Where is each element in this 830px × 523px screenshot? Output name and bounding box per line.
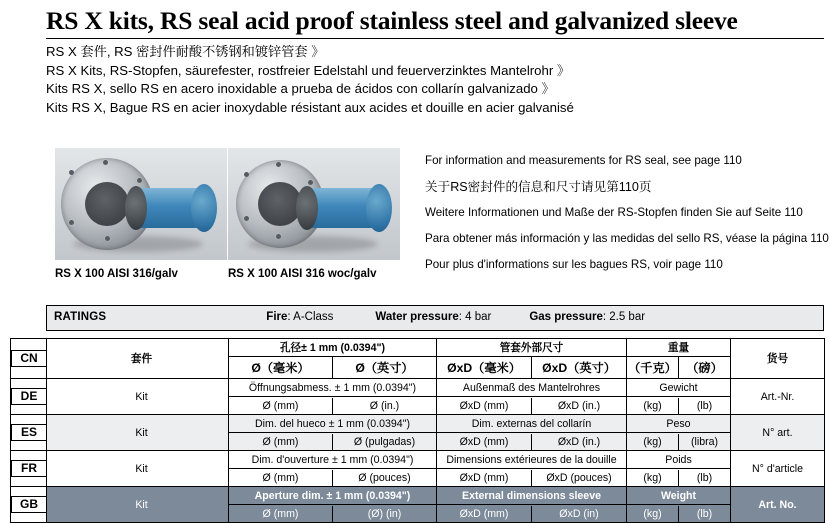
sleeve-in-gb: ØxD (in) [531, 506, 626, 522]
subtitle-de: RS X Kits, RS-Stopfen, säurefester, rostfreier Edelstahl und feuerverzinktes Mantelrohr 》 [46, 62, 571, 78]
weight-group-cn: 重量 [627, 339, 731, 357]
weight-units-de [627, 397, 731, 415]
sleeve-in-cn: ØxD（英寸） [531, 357, 626, 378]
article-no-es: N° art. [731, 415, 825, 451]
flag-label: ES [11, 424, 47, 441]
specification-table [10, 338, 824, 523]
water-pressure-value: 4 bar [465, 311, 492, 323]
aperture-units-de [229, 397, 437, 415]
ratings-content: RATINGS Fire: A-Class Water pressure: 4 bar Gas pressure: 2.5 bar [54, 311, 646, 323]
table-row [11, 451, 825, 469]
weight-group-gb: Weight [627, 487, 731, 505]
weight-group-de: Gewicht [627, 379, 731, 397]
article-no-de: Art.-Nr. [731, 379, 825, 415]
sleeve-end-cap [191, 184, 217, 232]
info-line-de: Weitere Informationen und Maße der RS-Stopfen finden Sie auf Seite 110 [425, 206, 803, 219]
product-photo-rsx100-woc-galv [228, 148, 400, 260]
subtitle-cn: RS X 套件, RS 密封件耐酸不锈钢和镀锌管套 》 [46, 44, 325, 59]
fire-value: A-Class [293, 311, 334, 323]
aperture-mm-cn: Ø（毫米） [251, 361, 310, 375]
aperture-in-gb: (Ø) (in) [332, 506, 436, 522]
weight-kg-de: (kg) [643, 399, 662, 412]
bolt [276, 162, 281, 167]
ratings-label: RATINGS [54, 311, 107, 323]
sleeve-group-de: Außenmaß des Mantelrohres [437, 379, 627, 397]
sleeve-mm-de: ØxD (mm) [459, 399, 509, 412]
weight-kg-cn: （千克） [628, 361, 677, 375]
aperture-in-fr: Ø (pouces) [332, 470, 436, 486]
sleeve-group-fr: Dimensions extérieures de la douille [437, 451, 627, 469]
weight-lb-de: (lb) [678, 398, 730, 414]
aperture-units-gb [229, 505, 437, 523]
rs-seal-ring [125, 186, 147, 230]
subtitle-list [46, 43, 826, 117]
rs-seal-ring [296, 186, 318, 230]
aperture-group-cn: 孔径± 1 mm (0.0394") [229, 339, 437, 357]
aperture-in-de: Ø (in.) [332, 398, 436, 414]
sleeve-mm-fr: ØxD (mm) [459, 471, 509, 484]
weight-units-cn [627, 357, 731, 379]
flag-label: FR [11, 460, 47, 477]
flag-label: DE [11, 388, 47, 405]
weight-kg-es: (kg) [643, 435, 662, 448]
sleeve-units-es [437, 433, 627, 451]
weight-lb-fr: (lb) [678, 470, 730, 486]
language-flag-de [11, 379, 47, 415]
language-flag-es [11, 415, 47, 451]
title-divider [46, 38, 824, 39]
flag-label: GB [11, 496, 47, 513]
sleeve-end-cap [366, 184, 392, 232]
weight-group-es: Peso [627, 415, 731, 433]
fire-label: Fire [266, 311, 288, 323]
info-block [425, 148, 829, 278]
sleeve-units-gb [437, 505, 627, 523]
table-row [11, 379, 825, 397]
article-no-gb: Art. No. [731, 487, 825, 523]
sleeve-in-fr: ØxD (pouces) [531, 470, 626, 486]
info-line-en: For information and measurements for RS seal, see page 110 [425, 154, 742, 167]
weight-lb-gb: (lb) [678, 506, 730, 522]
weight-group-fr: Poids [627, 451, 731, 469]
weight-kg-fr: (kg) [643, 471, 662, 484]
aperture-mm-gb: Ø (mm) [262, 507, 299, 520]
language-flag-cn [11, 339, 47, 379]
bolt [103, 160, 108, 165]
table-row [11, 339, 825, 357]
weight-units-fr [627, 469, 731, 487]
photo-caption-1: RS X 100 AISI 316/galv [55, 268, 178, 280]
article-no-fr: N° d'article [731, 451, 825, 487]
subtitle-es: Kits RS X, sello RS en acero inoxidable a prueba de ácidos con collarín galvanizado 》 [46, 81, 555, 96]
product-photo-rsx100-galv [55, 148, 227, 260]
bolt [244, 172, 249, 177]
sleeve-mm-cn: ØxD（毫米） [447, 361, 521, 375]
bolt [276, 234, 281, 239]
flange-bore [85, 182, 129, 226]
water-pressure-label: Water pressure [375, 311, 459, 323]
sleeve-units-fr [437, 469, 627, 487]
aperture-units-fr [229, 469, 437, 487]
kit-label-cn: 套件 [47, 339, 229, 379]
aperture-mm-fr: Ø (mm) [262, 471, 299, 484]
weight-lb-es: (libra) [678, 434, 730, 450]
kit-label-fr: Kit [47, 451, 229, 487]
aperture-in-cn: Ø（英寸） [332, 357, 436, 378]
page-title: RS X kits, RS seal acid proof stainless steel and galvanized sleeve [46, 6, 738, 35]
subtitle-fr: Kits RS X, Bague RS en acier inoxydable résistant aux acides et douille en acier galvanisé [46, 99, 574, 115]
bolt [105, 236, 110, 241]
weight-units-es [627, 433, 731, 451]
sleeve-units-cn [437, 357, 627, 379]
ratings-bar [46, 305, 824, 331]
sleeve-in-de: ØxD (in.) [531, 398, 626, 414]
article-no-cn: 货号 [731, 339, 825, 379]
aperture-group-fr: Dim. d'ouverture ± 1 mm (0.0394") [229, 451, 437, 469]
language-flag-gb [11, 487, 47, 523]
gas-pressure-value: 2.5 bar [609, 311, 646, 323]
photo-caption-2: RS X 100 AISI 316 woc/galv [228, 268, 377, 280]
aperture-units-es [229, 433, 437, 451]
weight-units-gb [627, 505, 731, 523]
sleeve-group-es: Dim. externas del collarín [437, 415, 627, 433]
sleeve-group-gb: External dimensions sleeve [437, 487, 627, 505]
gas-pressure-label: Gas pressure [529, 311, 603, 323]
language-flag-fr [11, 451, 47, 487]
sleeve-units-de [437, 397, 627, 415]
aperture-mm-de: Ø (mm) [262, 399, 299, 412]
kit-label-de: Kit [47, 379, 229, 415]
aperture-group-es: Dim. del hueco ± 1 mm (0.0394") [229, 415, 437, 433]
table-row [11, 415, 825, 433]
bolt [69, 170, 74, 175]
aperture-units-cn [229, 357, 437, 379]
bolt [244, 216, 249, 221]
aperture-group-de: Öffnungsabmess. ± 1 mm (0.0394") [229, 379, 437, 397]
weight-lb-cn: （磅） [678, 357, 730, 378]
info-line-cn: 关于RS密封件的信息和尺寸请见第110页 [425, 180, 652, 194]
kit-label-gb: Kit [47, 487, 229, 523]
bolt [69, 220, 74, 225]
aperture-in-es: Ø (pulgadas) [332, 434, 436, 450]
sleeve-mm-gb: ØxD (mm) [459, 507, 509, 520]
aperture-mm-es: Ø (mm) [262, 435, 299, 448]
info-line-es: Para obtener más información y las medidas del sello RS, véase la página 110 [425, 232, 829, 245]
info-line-fr: Pour plus d'informations sur les bagues RS, voir page 110 [425, 258, 723, 271]
flag-label: CN [11, 350, 47, 367]
sleeve-mm-es: ØxD (mm) [459, 435, 509, 448]
weight-kg-gb: (kg) [643, 507, 662, 520]
sleeve-group-cn: 管套外部尺寸 [437, 339, 627, 357]
aperture-group-gb: Aperture dim. ± 1 mm (0.0394") [229, 487, 437, 505]
bolt [308, 180, 313, 185]
sleeve-in-es: ØxD (in.) [531, 434, 626, 450]
bolt [137, 178, 142, 183]
kit-label-es: Kit [47, 415, 229, 451]
